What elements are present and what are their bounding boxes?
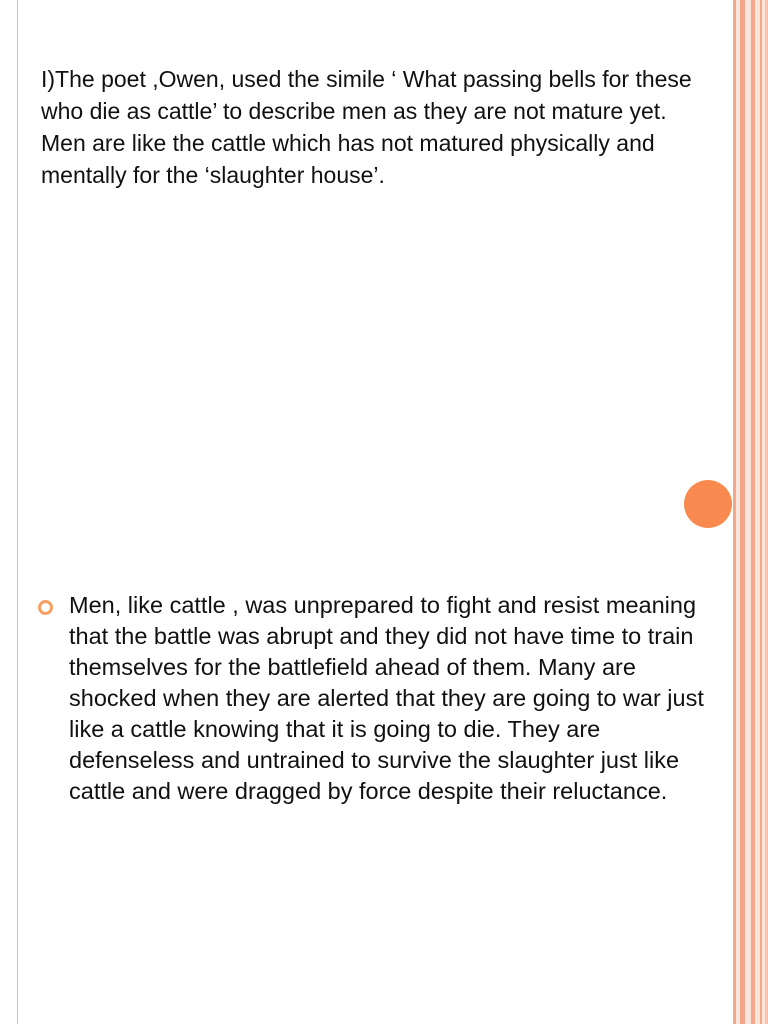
left-border-line (17, 0, 18, 1024)
bullet-list (38, 590, 728, 807)
border-stripe (760, 0, 762, 1024)
intro-paragraph: I)The poet ,Owen, used the simile ‘ What passing bells for these who die as cattle’ to describe men as they are not mature yet. Men are like the cattle which has not matured physically and mentally for the ‘slaughter house’. (41, 66, 692, 188)
border-stripe (740, 0, 745, 1024)
list-item (38, 590, 728, 807)
orange-circle-decoration (684, 480, 732, 528)
border-stripe (733, 0, 736, 1024)
circle-bullet-icon (38, 600, 53, 615)
bullet-text: Men, like cattle , was unprepared to fight and resist meaning that the battle was abrupt and they did not have time to train themselves for the battlefield ahead of them. Many are shocked when they are alerted that they are going to war just like a cattle knowing that it is going to die. They are defenseless and untrained to survive the slaughter just like cattle and were dragged by force despite their reluctance. (69, 592, 704, 804)
border-stripe (751, 0, 755, 1024)
